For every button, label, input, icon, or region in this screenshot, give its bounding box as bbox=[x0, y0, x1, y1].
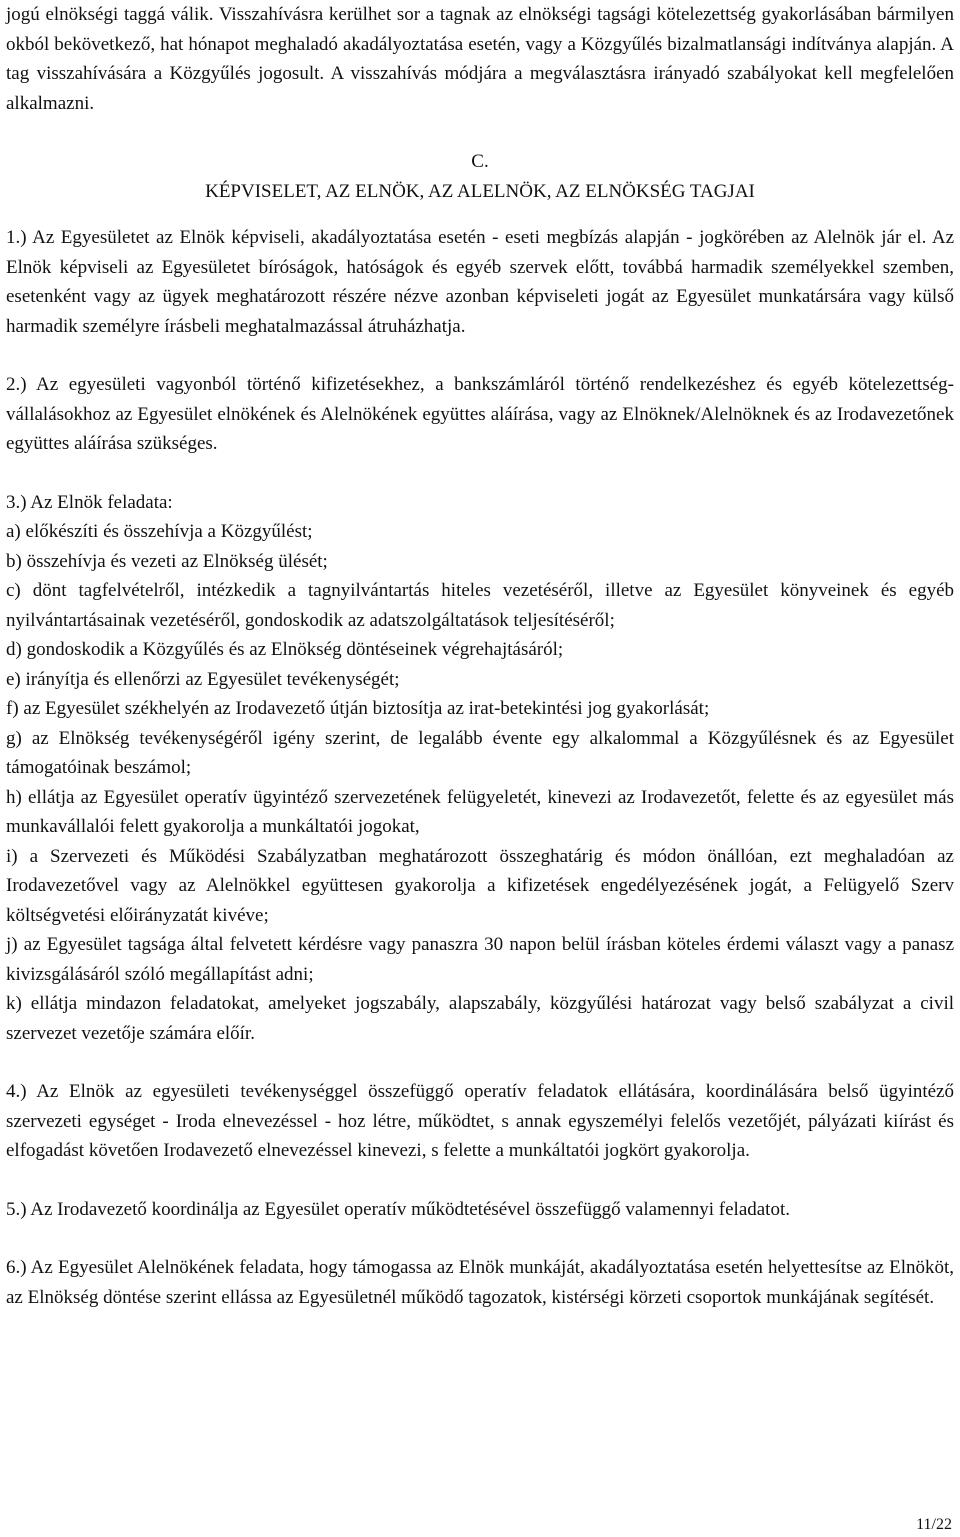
intro-paragraph: jogú elnökségi taggá válik. Visszahívásra kerülhet sor a tagnak az elnökségi tagsági kötelezettség gyakorlásában bármilyen okból bekövetkező, hat hónapot meghaladó akadályoztatása esetén, vagy a Közgyűlés bizalmatlansági indítványa alapján. A tag visszahívására a Közgyűlés jogosult. A visszahívás módjára a megválasztásra irányadó szabályokat kell megfelelően alkalmazni. bbox=[6, 4, 954, 114]
list-item: c) dönt tagfelvételről, intézkedik a tagnyilvántartás hiteles vezetéséről, illetve az Egyesület könyveinek és egyéb nyilvántartásainak vezetéséről, gondoskodik az adatszolgáltatások teljesítéséről; bbox=[6, 580, 954, 631]
list-item: h) ellátja az Egyesület operatív ügyintéző szervezetének felügyeletét, kinevezi az Irodavezetőt, felette és az egyesület más munkavállalói felett gyakorolja a munkáltatói jogokat, bbox=[6, 786, 954, 837]
section-title: KÉPVISELET, AZ ELNÖK, AZ ALELNÖK, AZ ELNÖKSÉG TAGJAI bbox=[205, 180, 755, 202]
list-item: b) összehívja és vezeti az Elnökség ülését; bbox=[6, 550, 328, 572]
list-item: f) az Egyesület székhelyén az Irodavezető útján biztosítja az irat-betekintési jog gyakorlását; bbox=[6, 698, 710, 719]
paragraph-3-intro: 3.) Az Elnök feladata: bbox=[6, 491, 173, 513]
list-item: j) az Egyesület tagsága által felvetett kérdésre vagy panaszra 30 napon belül írásban köteles érdemi választ vagy a panasz kivizsgálásáról szóló megállapítást adni; bbox=[6, 934, 954, 985]
list-item: d) gondoskodik a Közgyűlés és az Elnökség döntéseinek végrehajtásáról; bbox=[6, 639, 564, 660]
paragraph-3 bbox=[6, 488, 954, 1049]
section-letter: C. bbox=[471, 151, 489, 172]
list-item: i) a Szervezeti és Működési Szabályzatban meghatározott összeghatárig és módon önállóan, ezt meghaladóan az Irodavezetővel vagy az Alelnökkel együttesen gyakorolja a kifizetések engedélyezésének jogát, a Felügyelő Szerv költségvetési előirányzatát kivéve; bbox=[6, 845, 954, 926]
paragraph-1: 1.) Az Egyesületet az Elnök képviseli, akadályoztatása esetén - eseti megbízás alapján - jogkörében az Alelnök jár el. Az Elnök képviseli az Egyesületet bíróságok, hatóságok és egyéb szervek előtt, továbbá harmadik személyekkel szemben, esetenként vagy az ügyek meghatározott részére nézve azonban képviseleti jogát az Egyesület munkatársára vagy külső harmadik személyre írásbeli meghatalmazással átruházhatja. bbox=[6, 227, 954, 337]
list-item: k) ellátja mindazon feladatokat, amelyeket jogszabály, alapszabály, közgyűlési határozat vagy belső szabályzat a civil szervezet vezetője számára előír. bbox=[6, 993, 954, 1044]
paragraph-2: 2.) Az egyesületi vagyonból történő kifizetésekhez, a bankszámláról történő rendelkezéshez és egyéb kötelezettség-vállalásokhoz az Egyesület elnökének és Alelnökének együttes aláírása, vagy az Elnöknek/Alelnöknek és az Irodavezetőnek együttes aláírása szükséges. bbox=[6, 374, 954, 454]
list-item: e) irányítja és ellenőrzi az Egyesület tevékenységét; bbox=[6, 668, 400, 690]
paragraph-5: 5.) Az Irodavezető koordinálja az Egyesület operatív működtetésével összefüggő valamennyi feladatot. bbox=[6, 1198, 790, 1220]
paragraph-6: 6.) Az Egyesület Alelnökének feladata, hogy támogassa az Elnök munkáját, akadályoztatása esetén helyettesítse az Elnököt, az Elnökség döntése szerint ellássa az Egyesületnél működő tagozatok, kistérségi körzeti csoportok munkájának segítését. bbox=[6, 1257, 954, 1308]
list-item: g) az Elnökség tevékenységéről igény szerint, de legalább évente egy alkalommal a Közgyűlésnek és az Egyesület támogatóinak beszámol; bbox=[6, 727, 954, 778]
list-item: a) előkészíti és összehívja a Közgyűlést; bbox=[6, 521, 313, 542]
paragraph-4: 4.) Az Elnök az egyesületi tevékenységgel összefüggő operatív feladatok ellátására, koordinálására belső ügyintéző szervezeti egységet - Iroda elnevezéssel - hoz létre, működtet, s annak egyszemélyi felelős vezetőjét, pályázati kiírást és elfogadást követően Irodavezető elnevezéssel kinevezi, s felette a munkáltatói jogkört gyakorolja. bbox=[6, 1081, 954, 1161]
page-number: 11/22 bbox=[916, 1516, 952, 1533]
